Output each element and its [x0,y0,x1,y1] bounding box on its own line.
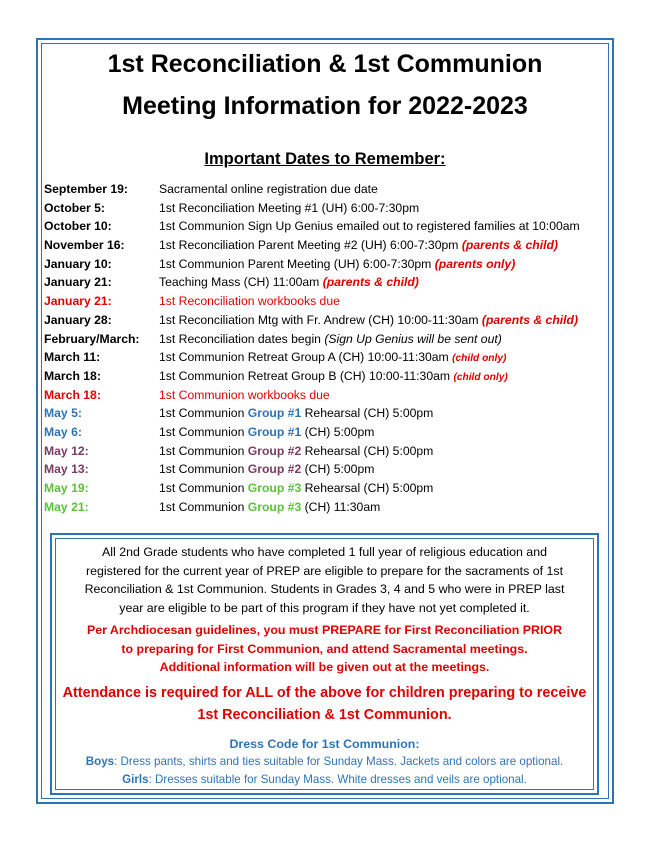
date-description: 1st Reconciliation dates begin (Sign Up Genius will be sent out) [159,331,502,346]
guidelines-paragraph: Per Archdiocesan guidelines, you must PREPARE for First Reconciliation PRIOR to preparing for First Communion, and attend Sacramental meetings. Additional information will be given out at the meetings. [86,623,563,674]
date-row-group2 [44,442,604,461]
date-row [44,273,604,292]
date-label: May 12: [44,443,89,458]
group-label: Group #1 [247,424,302,439]
date-row-group3 [44,498,604,517]
date-row [44,180,604,199]
dress-code-title: Dress Code for 1st Communion: [229,737,420,751]
date-label: May 19: [44,481,89,495]
page-title-line1: 1st Reconciliation & 1st Communion [107,50,543,78]
date-label: October 10: [44,219,112,234]
eligibility-paragraph: All 2nd Grade students who have completed 1 full year of religious education and registered for the current year of PREP are eligible to prepare for the sacraments of 1st Reconciliation & 1st Communion. Students in Grades 3, 4 and 5 who were in PREP last year are eligible to be part of this program if they have not yet completed it. [84,545,565,615]
date-row [44,199,604,218]
date-row-group1 [44,423,604,442]
date-row [44,367,604,386]
date-row [44,348,604,367]
date-label: May 13: [44,462,89,477]
dates-list [44,180,604,516]
date-description: 1st Reconciliation Parent Meeting #2 (UH) 6:00-7:30pm (parents & child) [159,238,558,253]
date-description: 1st Communion Retreat Group A (CH) 10:00-11:30am (child only) [159,350,507,365]
attendance-notice: Attendance is required for ALL of the above for children preparing to receive 1st Reconciliation & 1st Communion. [62,685,587,723]
date-description: 1st Communion Group #2 (CH) 5:00pm [159,462,375,477]
date-label: May 5: [44,406,82,421]
date-row-deadline [44,386,604,405]
group-label: Group #3 [247,499,302,514]
group-label: Group #2 [247,462,302,477]
date-label: May 21: [44,499,89,514]
date-row [44,330,604,349]
date-label: March 11: [44,350,101,365]
date-label: February/March: [44,331,140,346]
dress-code-boys: Boys: Dress pants, shirts and ties suitable for Sunday Mass. Jackets and colors are optional. [85,755,564,768]
date-label: January 21: [44,294,112,309]
date-label: October 5: [44,200,105,215]
date-description: 1st Reconciliation Mtg with Fr. Andrew (CH) 10:00-11:30am (parents & child) [159,312,579,327]
date-description: 1st Communion workbooks due [159,387,330,402]
date-row-group3 [44,479,604,498]
date-label: March 18: [44,368,101,383]
attendee-note: (child only) [453,371,508,383]
date-description: 1st Communion Retreat Group B (CH) 10:00-11:30am (child only) [159,368,508,383]
date-row [44,217,604,236]
date-label: January 21: [44,275,112,290]
date-description: 1st Communion Group #1 Rehearsal (CH) 5:00pm [159,406,434,421]
date-row [44,236,604,255]
dates-heading: Important Dates to Remember: [204,150,446,168]
date-row-deadline [44,292,604,311]
attendee-note: (parents & child) [322,275,419,290]
date-row [44,311,604,330]
attendee-note: (parents & child) [481,312,579,327]
info-box [50,533,599,795]
date-label: January 28: [44,312,112,327]
date-description: 1st Communion Group #1 (CH) 5:00pm [159,424,375,439]
dress-code-girls: Girls: Dresses suitable for Sunday Mass. White dresses and veils are optional. [122,773,527,786]
date-row-group2 [44,460,604,479]
date-description: 1st Communion Group #3 Rehearsal (CH) 5:00pm [159,481,434,495]
attendee-note: (child only) [452,353,507,365]
attendee-note: (parents only) [434,256,516,271]
attendee-note: (parents & child) [461,238,558,253]
date-description: 1st Communion Group #2 Rehearsal (CH) 5:00pm [159,443,434,458]
date-label: March 18: [44,387,101,402]
date-description: 1st Reconciliation Meeting #1 (UH) 6:00-7:30pm [159,200,420,215]
date-label: May 6: [44,424,82,439]
date-description: Teaching Mass (CH) 11:00am (parents & child) [159,275,419,290]
date-description: Sacramental online registration due date [159,182,378,196]
group-label: Group #3 [247,481,302,495]
date-description: 1st Communion Parent Meeting (UH) 6:00-7:30pm (parents only) [159,256,516,271]
date-row-group1 [44,404,604,423]
date-label: September 19: [44,182,128,196]
date-description: 1st Communion Group #3 (CH) 11:30am [159,499,381,514]
group-label: Group #2 [247,443,302,458]
date-label: November 16: [44,238,125,253]
date-description: 1st Communion Sign Up Genius emailed out to registered families at 10:00am [159,219,580,234]
signup-note: (Sign Up Genius will be sent out) [324,331,502,346]
date-description: 1st Reconciliation workbooks due [159,294,340,309]
date-row [44,255,604,274]
date-label: January 10: [44,256,112,271]
group-label: Group #1 [247,406,302,421]
page-title-line2: Meeting Information for 2022-2023 [122,92,528,120]
